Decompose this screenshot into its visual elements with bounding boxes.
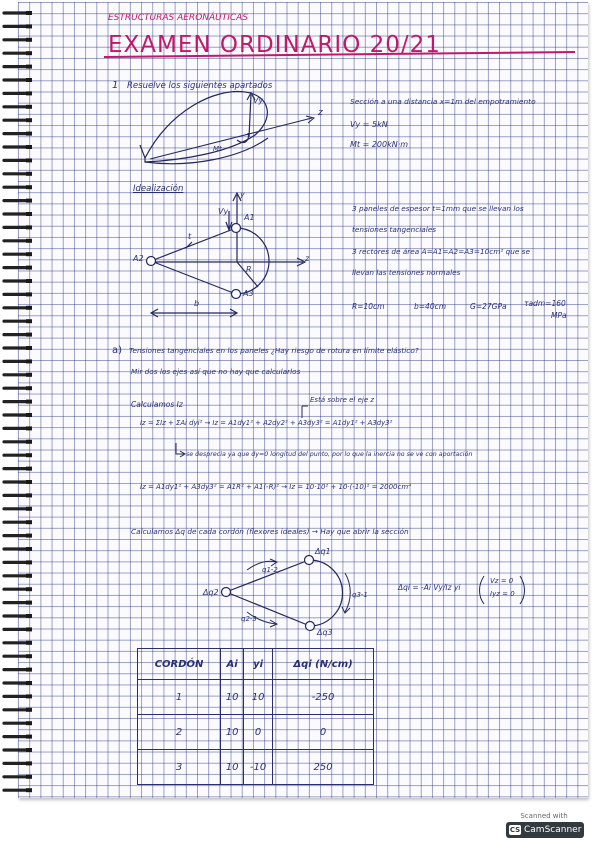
section-booms bbox=[147, 224, 241, 299]
param-g: G=27GPa bbox=[470, 302, 507, 311]
condition-vy: Vy = 5kN bbox=[350, 120, 388, 129]
idealized-section bbox=[151, 190, 305, 317]
flow-q12-label: q1-2 bbox=[262, 566, 278, 574]
exam-title: EXAMEN ORDINARIO 20/21 bbox=[108, 32, 441, 58]
flow-q31-label: q3-1 bbox=[352, 591, 368, 599]
table-cell: 3 bbox=[138, 750, 221, 785]
eje-note: Está sobre el eje z bbox=[310, 396, 375, 404]
camscanner-watermark bbox=[502, 812, 586, 840]
wing-z-label: z bbox=[318, 108, 323, 118]
flow-formula: Δqi = -Ai Vy/Iz yi bbox=[398, 583, 461, 592]
table-header-row bbox=[138, 649, 374, 680]
param-tau-unit: MPa bbox=[551, 311, 567, 320]
flow-heading: Calculamos Δq de cada cordón (flexores ideales) → Hay que abrir la sección bbox=[131, 527, 409, 536]
scanned-with-text: Scanned with bbox=[520, 812, 568, 820]
header-area: Ai bbox=[221, 649, 244, 680]
section-a-note: Mir dos los ejes así que no hay que calcularlos bbox=[131, 367, 301, 376]
flow-q2-label: Δq2 bbox=[203, 588, 219, 597]
param-b: b=40cm bbox=[414, 302, 447, 311]
table-row bbox=[138, 750, 374, 785]
param-tau: τadm=160 bbox=[524, 299, 566, 308]
booms-note-2: llevan las tensiones normales bbox=[352, 268, 461, 277]
section-a-label: a) bbox=[112, 345, 123, 356]
wing-sketch bbox=[140, 92, 314, 164]
table-row bbox=[138, 680, 374, 715]
calc-iz-label: Calculamos Iz bbox=[131, 400, 183, 409]
header-y: yi bbox=[244, 649, 273, 680]
table-cell: 10 bbox=[221, 750, 244, 785]
param-r: R=10cm bbox=[352, 302, 385, 311]
table-row bbox=[138, 715, 374, 750]
panels-note-1: 3 paneles de espesor t=1mm que se llevan los bbox=[352, 204, 524, 213]
cordon-table bbox=[137, 648, 374, 785]
ideal-a1-label: A1 bbox=[244, 213, 255, 222]
table-cell: 10 bbox=[221, 715, 244, 750]
ideal-y-label: y bbox=[240, 190, 245, 199]
ideal-a3-label: A3 bbox=[243, 289, 254, 298]
flow-q3-label: Δq3 bbox=[317, 628, 333, 637]
header-dq: Δqi (N/cm) bbox=[273, 649, 374, 680]
flow-booms bbox=[222, 556, 315, 631]
table-cell: 250 bbox=[273, 750, 374, 785]
problem-number: 1 bbox=[112, 80, 119, 91]
ideal-z-label: z bbox=[305, 254, 310, 263]
section-a-question: Tensiones tangenciales en los paneles ¿Hay riesgo de rotura en límite elástico? bbox=[129, 346, 419, 355]
idealizacion-heading: Idealización bbox=[133, 184, 184, 194]
iz-annotations bbox=[176, 406, 308, 457]
flow-q23-label: q2-3 bbox=[241, 615, 257, 623]
camscanner-name: CamScanner bbox=[524, 825, 582, 835]
condition-mt: Mt = 200kN·m bbox=[350, 140, 409, 149]
shear-flow-sketch bbox=[226, 559, 525, 627]
camscanner-logo-icon: CS bbox=[509, 826, 521, 834]
ideal-t-label: t bbox=[188, 232, 192, 241]
table-cell: 0 bbox=[273, 715, 374, 750]
iz-note: se desprecia ya que dy=0 longitud del punto, por lo que la inercia no se ve con aportación bbox=[186, 451, 473, 458]
table-cell: -10 bbox=[244, 750, 273, 785]
flow-condition-iyz: Iyz = 0 bbox=[490, 590, 515, 598]
camscanner-badge bbox=[506, 822, 584, 838]
problem-statement: Resuelve los siguientes apartados bbox=[127, 81, 273, 91]
iz-result: Iz = A1dy1² + A3dy3² = A1R² + A1(-R)² → Iz = 10·10² + 10·(-10)² = 2000cm⁴ bbox=[140, 483, 411, 491]
ideal-r-label: R bbox=[246, 265, 252, 274]
table-cell: 10 bbox=[221, 680, 244, 715]
table-cell: 10 bbox=[244, 680, 273, 715]
subject-header: ESTRUCTURAS AERONÁUTICAS bbox=[108, 13, 249, 23]
flow-condition-vz: Vz = 0 bbox=[490, 577, 514, 585]
table-cell: 1 bbox=[138, 680, 221, 715]
booms-note-1: 3 rectores de área A=A1=A2=A3=10cm² que se bbox=[352, 247, 530, 256]
table-cell: 2 bbox=[138, 715, 221, 750]
ideal-a2-label: A2 bbox=[133, 254, 144, 263]
table-cell: 0 bbox=[244, 715, 273, 750]
iz-formula: Iz = ΣIz + ΣAi dyi² → Iz = A1dy1² + A2dy2² + A3dy3² = A1dy1² + A3dy3² bbox=[140, 419, 393, 427]
flow-q1-label: Δq1 bbox=[315, 547, 331, 556]
table-cell: -250 bbox=[273, 680, 374, 715]
ideal-vy-label: Vy bbox=[218, 207, 229, 216]
wing-mt-label: Mt bbox=[213, 145, 222, 153]
title-underline bbox=[104, 52, 575, 57]
condition-section: Sección a una distancia x=1m del empotramiento bbox=[350, 97, 536, 106]
wing-vy-label: Vy bbox=[253, 96, 264, 105]
header-cordon: CORDÓN bbox=[138, 649, 221, 680]
panels-note-2: tensiones tangenciales bbox=[352, 225, 437, 234]
ideal-b-label: b bbox=[194, 299, 200, 308]
